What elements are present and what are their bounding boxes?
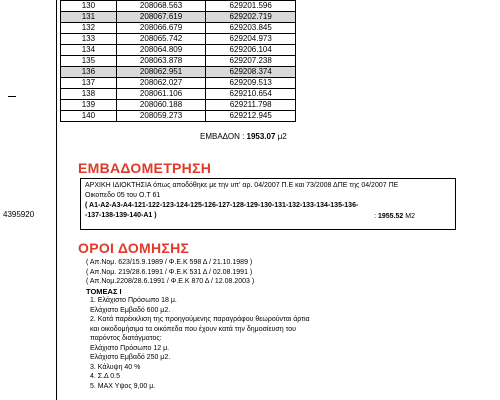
table-row bbox=[61, 12, 296, 23]
table-area-line bbox=[200, 132, 287, 141]
vertex-sequence-line-2: -137-138-139-140-Α1 ) bbox=[85, 212, 157, 219]
terms-line: ( Απ.Νομ.2208/28.6.1991 / Φ.Ε.Κ 870 Δ / 12.08.2003 ) bbox=[86, 278, 255, 285]
x-coordinate-cell: 208060.188 bbox=[116, 100, 206, 111]
table-row bbox=[61, 111, 296, 122]
plot-label-line: Οικοπεδο 05 του Ο.Τ 61 bbox=[85, 192, 161, 199]
x-coordinate-cell: 208062.027 bbox=[116, 78, 206, 89]
point-id-cell: 135 bbox=[61, 56, 117, 67]
x-coordinate-cell: 208068.563 bbox=[116, 1, 206, 12]
table-area-unit: μ2 bbox=[277, 132, 287, 141]
x-coordinate-cell: 208061.106 bbox=[116, 89, 206, 100]
table-row bbox=[61, 78, 296, 89]
terms-line: Ελάχιστο Εμβαδό 250 μ2. bbox=[90, 354, 171, 361]
y-coordinate-cell: 629203.845 bbox=[206, 23, 296, 34]
y-coordinate-cell: 629207.238 bbox=[206, 56, 296, 67]
point-id-cell: 138 bbox=[61, 89, 117, 100]
point-id-cell: 136 bbox=[61, 67, 117, 78]
y-coordinate-cell: 629211.798 bbox=[206, 100, 296, 111]
terms-line: Ελάχιστο Πρόσωπο 12 μ. bbox=[90, 344, 170, 352]
point-id-cell: 130 bbox=[61, 1, 117, 12]
x-coordinate-cell: 208059.273 bbox=[116, 111, 206, 122]
y-coordinate-cell: 629206.104 bbox=[206, 45, 296, 56]
terms-line: 4. Σ.Δ 0.5 bbox=[90, 373, 121, 380]
vertex-sequence-line-1: ( Α1-Α2-Α3-Α4-121-122-123-124-125-126-127-128-129-130-131-132-133-134-135-136- bbox=[85, 202, 359, 209]
x-coordinate-cell: 208067.619 bbox=[116, 12, 206, 23]
x-coordinate-cell: 208064.809 bbox=[116, 45, 206, 56]
terms-line: 3. Κάλυψη 40 % bbox=[90, 363, 141, 371]
area-total-unit: Μ2 bbox=[405, 213, 415, 220]
coordinates-table bbox=[60, 0, 296, 122]
area-description-line: ΑΡΧΙΚΗ ΙΔΙΟΚΤΗΣΙΑ όπως αποδόθηκε με την υπ' αρ. 04/2007 Π.Ε και 73/2008 ΔΠΕ της 04/2007 ΠΕ bbox=[85, 182, 399, 189]
y-coordinate-cell: 629208.374 bbox=[206, 67, 296, 78]
table-row bbox=[61, 56, 296, 67]
margin-tick bbox=[8, 96, 16, 97]
y-coordinate-cell: 629209.513 bbox=[206, 78, 296, 89]
terms-line: 1. Ελάχιστο Πρόσωπο 18 μ. bbox=[90, 297, 177, 304]
terms-line: ΤΟΜΕΑΣ Ι bbox=[86, 286, 122, 296]
table-area-value: 1953.07 bbox=[246, 132, 276, 141]
point-id-cell: 131 bbox=[61, 12, 117, 23]
terms-line: ( Απ.Νομ. 623/15.9.1989 / Φ.Ε.Κ 598 Δ / 21.10.1989 ) bbox=[86, 259, 253, 266]
building-terms-list bbox=[86, 258, 466, 391]
table-row bbox=[61, 67, 296, 78]
y-coordinate-cell: 629210.654 bbox=[206, 89, 296, 100]
area-section-title: ΕΜΒΑΔΟΜΕΤΡΗΣΗ bbox=[78, 160, 212, 176]
table-row bbox=[61, 45, 296, 56]
terms-line: 2. Κατά παρέκκλιση της προηγούμενης παραγράφου θεωρούνται άρτια bbox=[90, 316, 310, 323]
y-coordinate-cell: 629202.719 bbox=[206, 12, 296, 23]
sidebar-border-line bbox=[56, 0, 57, 400]
area-total: : 1955.52 Μ2 bbox=[374, 213, 415, 220]
table-area-label: ΕΜΒΑΔΟΝ : bbox=[200, 132, 245, 141]
x-coordinate-cell: 208066.679 bbox=[116, 23, 206, 34]
y-coordinate-cell: 629204.973 bbox=[206, 34, 296, 45]
x-coordinate-cell: 208062.951 bbox=[116, 67, 206, 78]
building-terms-title: ΟΡΟΙ ΔΟΜΗΣΗΣ bbox=[78, 240, 190, 256]
side-coordinate-label: 4395920 bbox=[3, 210, 35, 219]
area-total-value: 1955.52 bbox=[378, 213, 404, 220]
x-coordinate-cell: 208065.742 bbox=[116, 34, 206, 45]
table-row bbox=[61, 89, 296, 100]
terms-line: Ελάχιστο Εμβαδό 600 μ2. bbox=[90, 306, 171, 314]
y-coordinate-cell: 629212.945 bbox=[206, 111, 296, 122]
point-id-cell: 134 bbox=[61, 45, 117, 56]
x-coordinate-cell: 208063.878 bbox=[116, 56, 206, 67]
area-calculation-box bbox=[80, 178, 456, 230]
terms-line: και οικοδομήσιμα τα οικόπεδα που έχουν κατά την δημοσίευση του bbox=[90, 325, 296, 333]
point-id-cell: 132 bbox=[61, 23, 117, 34]
table-row bbox=[61, 100, 296, 111]
terms-line: 5. ΜΑΧ Υψος 9,00 μ. bbox=[90, 382, 156, 390]
point-id-cell: 140 bbox=[61, 111, 117, 122]
terms-line: παρόντος διατάγματος: bbox=[90, 335, 162, 342]
point-id-cell: 137 bbox=[61, 78, 117, 89]
point-id-cell: 133 bbox=[61, 34, 117, 45]
terms-line: ( Απ.Νομ. 219/28.6.1991 / Φ.Ε.Κ 531 Δ / 02.08.1991 ) bbox=[86, 268, 253, 276]
table-row bbox=[61, 1, 296, 12]
table-row bbox=[61, 23, 296, 34]
point-id-cell: 139 bbox=[61, 100, 117, 111]
y-coordinate-cell: 629201.596 bbox=[206, 1, 296, 12]
table-row bbox=[61, 34, 296, 45]
